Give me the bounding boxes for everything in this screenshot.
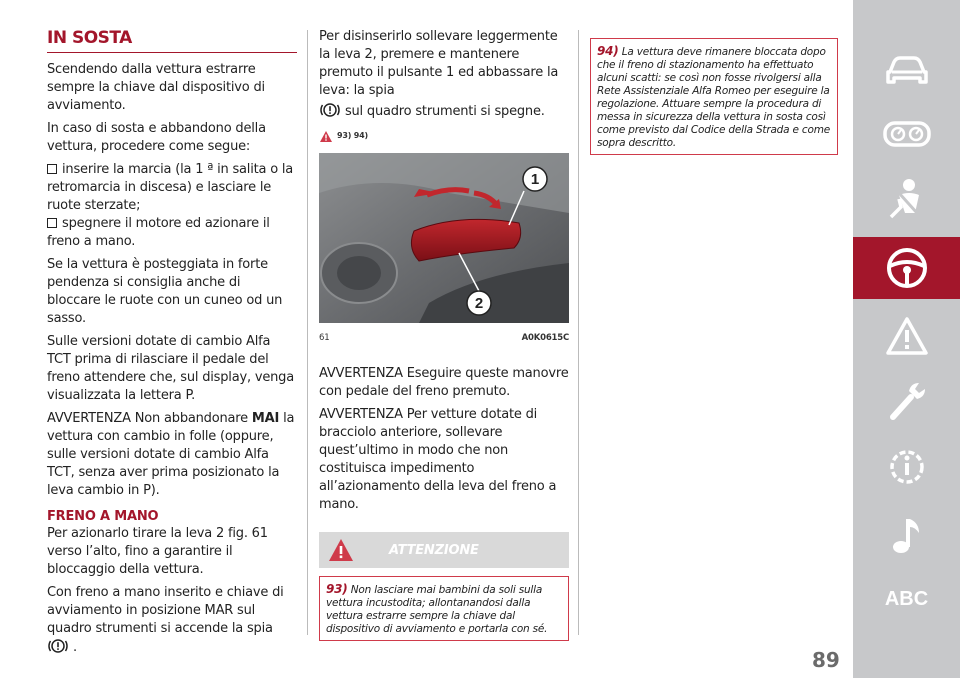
paragraph: Con freno a mano inserito e chiave di avviamento in posizione MAR sul quadro strumenti si accende la spia . xyxy=(47,585,284,655)
chapter-driving[interactable] xyxy=(853,237,960,299)
brake-warning-lamp-icon xyxy=(319,102,341,118)
chapter-sidebar xyxy=(853,0,960,678)
attention-label: ATTENZIONE xyxy=(389,543,479,558)
bullet-item: spegnere il motore ed azionare il freno a mano. xyxy=(47,216,270,249)
index-label: ABC xyxy=(884,587,929,610)
chapter-multimedia[interactable] xyxy=(853,504,960,566)
safety-note xyxy=(590,38,838,155)
handbrake-photo xyxy=(319,153,569,323)
chapter-warnings[interactable] xyxy=(853,305,960,367)
dashboard-gauges-icon xyxy=(882,119,932,149)
wrench-icon xyxy=(885,379,929,423)
column-divider xyxy=(578,30,579,635)
car-icon xyxy=(884,54,930,88)
paragraph: Per disinserirlo sollevare leggermente la leva 2, premere e mantenere premuto il pulsante 1 ed abbassare la leva: la spia xyxy=(319,29,559,98)
info-gear-icon xyxy=(885,445,929,489)
callout-label: 2 xyxy=(474,295,484,312)
note-number: 93) xyxy=(326,582,348,596)
warning-paragraph: AVVERTENZA Eseguire queste manovre con pedale del freno premuto. xyxy=(319,366,569,399)
paragraph: Sulle versioni dotate di cambio Alfa TCT prima di rilasciare il pedale del freno attendere che, sul display, venga visualizzata la lettera P. xyxy=(47,334,294,403)
warning-paragraph: AVVERTENZA Non abbandonare MAI la vettura con cambio in folle (oppure, sulle versioni dotate di cambio Alfa TCT, senza aver prima posizionato la leva cambio in P). xyxy=(47,411,295,498)
figure-number: 61 xyxy=(319,333,330,343)
chapter-dashboard[interactable] xyxy=(853,103,960,165)
paragraph: Scendendo dalla vettura estrarre sempre la chiave dal dispositivo di avviamento. xyxy=(47,62,265,113)
warning-references: 93) 94) xyxy=(319,127,569,145)
chapter-index[interactable] xyxy=(853,568,960,630)
column-divider xyxy=(307,30,308,635)
handbrake-figure xyxy=(319,153,569,323)
page-number: 89 xyxy=(812,648,840,672)
checkbox-bullet-icon xyxy=(47,164,57,174)
left-column xyxy=(47,28,297,662)
callout-label: 1 xyxy=(530,171,540,188)
chapter-car[interactable] xyxy=(853,40,960,102)
note-number: 94) xyxy=(597,44,619,58)
right-column xyxy=(590,38,838,155)
paragraph: sul quadro strumenti si spegne. xyxy=(319,102,569,121)
paragraph: Se la vettura è posteggiata in forte pendenza si consiglia anche di bloccare le ruote con un cuneo od un sasso. xyxy=(47,257,283,326)
attention-box xyxy=(319,532,569,568)
checkbox-bullet-icon xyxy=(47,218,57,228)
seatbelt-person-icon xyxy=(885,177,929,221)
paragraph: In caso di sosta e abbandono della vettura, procedere come segue: xyxy=(47,121,266,154)
warning-triangle-icon xyxy=(319,130,333,143)
figure-caption xyxy=(319,329,569,347)
warning-triangle-icon xyxy=(885,316,929,356)
brake-warning-lamp-icon xyxy=(47,638,69,654)
bullet-item: inserire la marcia (la 1 ª in salita o la retromarcia in discesa) e lasciare le ruote sterzate; xyxy=(47,162,294,213)
chapter-safety[interactable] xyxy=(853,168,960,230)
steering-wheel-icon xyxy=(885,246,929,290)
subsection-heading: FRENO A MANO xyxy=(47,509,159,524)
warning-triangle-icon xyxy=(327,537,355,563)
chapter-technical-data[interactable] xyxy=(853,436,960,498)
note-text: La vettura deve rimanere bloccata dopo che il freno di stazionamento ha effettuato alcuni scatti: se così non fosse rivolgersi alla Rete Assistenziale Alfa Romeo per eseguire la regolazione. Attuare sempre la procedura di messa in sicurezza della vettura in sosta così come previsto dal Codice della Strada e come sopra descritto. xyxy=(597,46,830,149)
chapter-maintenance[interactable] xyxy=(853,370,960,432)
safety-note xyxy=(319,576,569,641)
section-heading: IN SOSTA xyxy=(47,28,297,53)
figure-code: A0K0615C xyxy=(521,333,569,343)
middle-column xyxy=(319,28,569,641)
music-note-icon xyxy=(889,513,925,557)
paragraph: Per azionarlo tirare la leva 2 fig. 61 verso l’alto, fino a garantire il bloccaggio della vettura. xyxy=(47,526,268,577)
warning-paragraph: AVVERTENZA Per vetture dotate di bracciolo anteriore, sollevare quest’ultimo in modo che non costituisca impedimento all’azionamento della leva del freno a mano. xyxy=(319,407,557,512)
note-text: Non lasciare mai bambini da soli sulla vettura incustodita; allontanandosi dalla vettura estrarre sempre la chiave dal dispositivo di avviamento e portarla con sé. xyxy=(326,584,548,635)
